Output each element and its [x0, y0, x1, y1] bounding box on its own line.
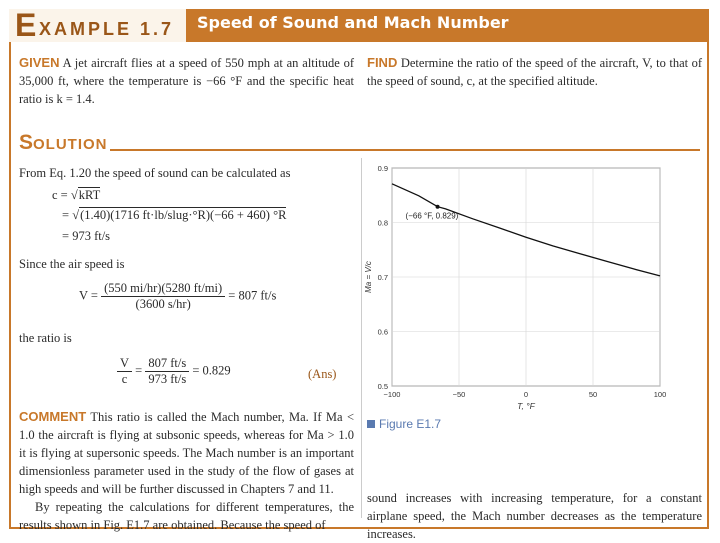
ratio-den-2: 973 ft/s [148, 372, 187, 386]
v-denominator: (3600 s/hr) [135, 297, 191, 311]
example-tag-initial: E [15, 7, 39, 43]
ratio-rhs: = 0.829 [192, 363, 231, 378]
solution-intro: From Eq. 1.20 the speed of sound can be calculated as [19, 166, 291, 180]
y-axis-label: Ma = V/c [364, 261, 373, 293]
ratio-num-2: 807 ft/s [145, 356, 189, 372]
example-tag-number: XAMPLE 1.7 [39, 19, 175, 39]
equation-line-3 [62, 229, 110, 244]
solution-heading-initial: S [19, 131, 34, 154]
x-tick-label: 100 [653, 390, 667, 399]
solution-heading [19, 131, 108, 155]
equation-line-2: = √(1.40)(1716 ft·lb/slug·°R)(−66 + 460) °R [62, 208, 287, 222]
annotation-label: (−66 °F, 0.829) [405, 211, 459, 221]
x-axis-label: T, °F [517, 401, 535, 411]
x-tick-label: 50 [588, 390, 598, 399]
given-label: GIVEN [19, 55, 60, 70]
velocity-equation [79, 281, 276, 312]
eq1-lhs: c = [52, 188, 68, 202]
v-lhs: V = [79, 288, 98, 303]
x-tick-label: −100 [383, 390, 401, 399]
v-numerator: (550 mi/hr)(5280 ft/mi) [101, 281, 225, 297]
find-label: FIND [367, 55, 398, 70]
given-text: A jet aircraft flies at a speed of 550 mph at an altitude of 35,000 ft, where the temperature is −66 °F and the specific heat ratio is k = 1.4. [19, 56, 354, 106]
y-tick-label: 0.8 [377, 218, 388, 228]
x-tick-label: 0 [523, 390, 529, 399]
eq3-rhs: 973 ft/s [72, 229, 111, 243]
v-fraction [101, 281, 225, 312]
since-text: Since the air speed is [19, 257, 125, 271]
answer-tag: (Ans) [308, 367, 337, 381]
comment-label: COMMENT [19, 409, 87, 424]
ratio-num-1: V [117, 356, 132, 372]
mach-number-chart [362, 158, 700, 420]
comment-text-1: This ratio is called the Mach number, Ma. If Ma < 1.0 the aircraft is flying at subsonic speeds, whereas for Ma > 1.0 it is flying at supersonic speeds. The Mach number is an important dimensionless parameter used in the study of the flow of gases at high speeds and will be further discussed in Chapters 7 and 11. [19, 410, 355, 496]
ratio-fraction-2 [145, 356, 189, 387]
figure-caption-text: Figure E1.7 [379, 417, 442, 431]
comment-text-2: By repeating the calculations for different temperatures, the results shown in Fig. E1.7 are obtained. Because the speed of [19, 500, 354, 532]
y-tick-label: 0.7 [377, 273, 388, 282]
chart-x-ticks [384, 390, 667, 399]
y-tick-label: 0.9 [377, 164, 388, 173]
y-tick-label: 0.6 [377, 327, 388, 337]
figure-caption [367, 417, 441, 431]
y-tick-label: 0.5 [377, 382, 388, 391]
eq2-rhs: (1.40)(1716 ft·lb/slug·°R)(−66 + 460) °R [80, 208, 287, 222]
ratio-equals: = [135, 363, 143, 378]
given-section [19, 54, 354, 108]
figure-marker-icon [367, 420, 375, 428]
ratio-intro: the ratio is [19, 331, 72, 345]
v-rhs: = 807 ft/s [228, 288, 277, 303]
eq2-lhs: = [62, 208, 70, 222]
eq1-rhs: kRT [78, 188, 101, 202]
solution-rule [110, 149, 700, 151]
find-text: Determine the ratio of the speed of the aircraft, V, to that of the speed of sound, c, at the specified altitude. [367, 56, 702, 88]
example-title: Speed of Sound and Mach Number [197, 13, 509, 32]
comment-section [19, 408, 354, 534]
comment-continuation: sound increases with increasing temperature, for a constant airplane speed, the Mach number decreases as the temperature increases. [367, 491, 702, 541]
eq3-lhs: = [62, 229, 70, 243]
example-tag [9, 9, 186, 42]
ratio-den-1: c [121, 372, 128, 386]
x-tick-label: −50 [452, 390, 466, 399]
annotation-point [436, 205, 440, 209]
ratio-equation [117, 356, 231, 387]
find-section [367, 54, 702, 90]
ratio-fraction-1 [117, 356, 132, 387]
solution-heading-rest: OLUTION [33, 136, 108, 153]
chart-y-ticks [378, 164, 388, 391]
equation-line-1: c = √kRT [52, 188, 101, 202]
